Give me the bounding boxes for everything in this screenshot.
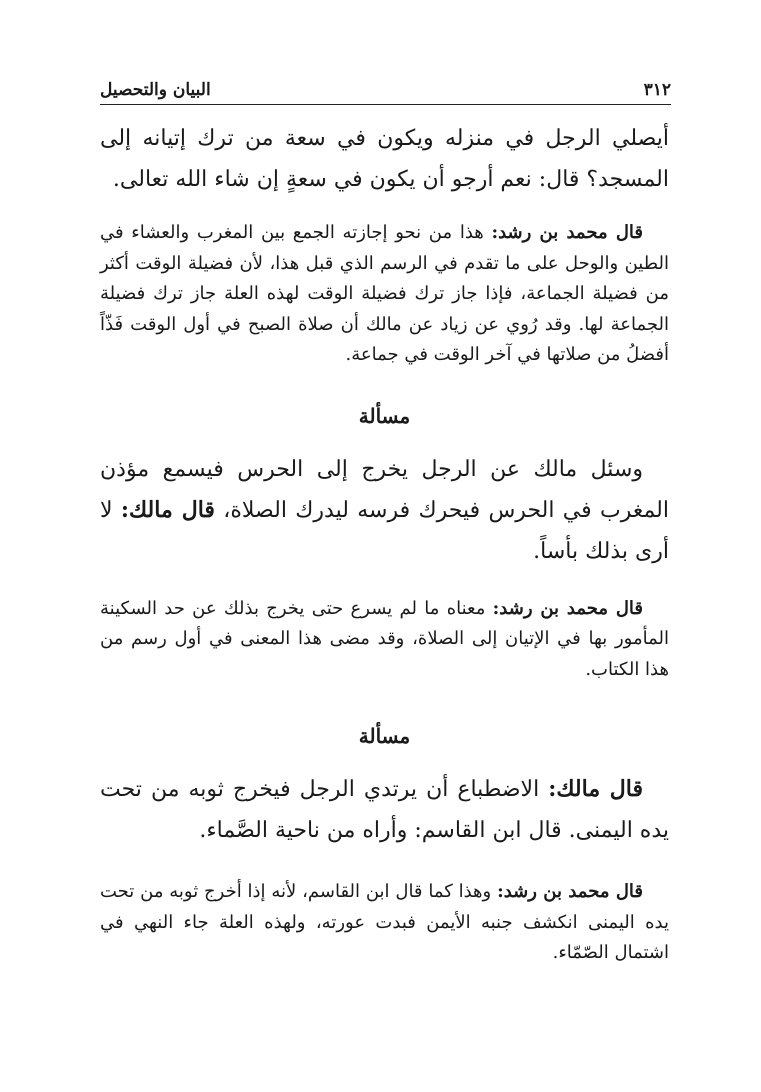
commentary-paragraph bbox=[100, 218, 669, 371]
question-speaker: قال مالك: bbox=[120, 496, 215, 523]
commentary-text: معناه ما لم يسرع حتى يخرج بذلك عن حد السكينة المأمور بها في الإتيان إلى الصلاة، وقد مضى هذا المعنى في أول رسم من هذا الكتاب. bbox=[100, 597, 669, 680]
question-paragraph bbox=[100, 118, 669, 200]
question-text: وسئل مالك عن الرجل يخرج إلى الحرس فيسمع مؤذن المغرب في الحرس فيحرك فرسه ليدرك الصلاة، bbox=[100, 456, 669, 523]
question-text: أيصلي الرجل في منزله ويكون في سعة من ترك إتيانه إلى المسجد؟ قال: نعم أرجو أن يكون في سعةٍ إن شاء الله تعالى. bbox=[100, 126, 669, 192]
commentary-text: هذا من نحو إجازته الجمع بين المغرب والعشاء في الطين والوحل على ما تقدم في الرسم الذي قبل هذا، لأن فضيلة الوقت أكثر من فضيلة الجماعة، فإذا جاز ترك فضيلة الوقت لهذه العلة جاز ترك فضيلة الجماعة لها. وقد رُوي عن زياد عن مالك أن صلاة الصبح في أول الوقت فَذّاً أفضلُ من صلاتها في آخر الوقت في جماعة. bbox=[100, 222, 669, 365]
section-heading: مسألة bbox=[358, 403, 411, 428]
book-title: البيان والتحصيل bbox=[100, 80, 211, 100]
commentary-speaker: قال محمد بن رشد: bbox=[491, 222, 643, 243]
commentary-speaker: قال محمد بن رشد: bbox=[497, 881, 643, 902]
page-number: ٣١٢ bbox=[643, 80, 671, 100]
page-body bbox=[100, 118, 669, 999]
commentary-text: وهذا كما قال ابن القاسم، لأنه إذا أخرج ثوبه من تحت يده اليمنى انكشف جنبه الأيمن فبدت عورته، ولهذه العلة جاء النهي في اشتمال الصّمّاء. bbox=[100, 881, 669, 963]
question-speaker: قال مالك: bbox=[548, 776, 643, 802]
question-text: الاضطباع أن يرتدي الرجل فيخرج ثوبه من تحت يده اليمنى. قال ابن القاسم: وأراه من ناحية الصَّماء. bbox=[100, 777, 669, 843]
running-head bbox=[100, 68, 671, 105]
commentary-speaker: قال محمد بن رشد: bbox=[492, 597, 643, 619]
section-heading: مسألة bbox=[358, 724, 411, 748]
question-answer: لا أرى بذلك بأساً. bbox=[100, 497, 669, 564]
question-paragraph bbox=[100, 449, 669, 572]
question-paragraph bbox=[100, 769, 669, 851]
commentary-paragraph bbox=[100, 877, 669, 969]
commentary-paragraph bbox=[100, 594, 669, 686]
